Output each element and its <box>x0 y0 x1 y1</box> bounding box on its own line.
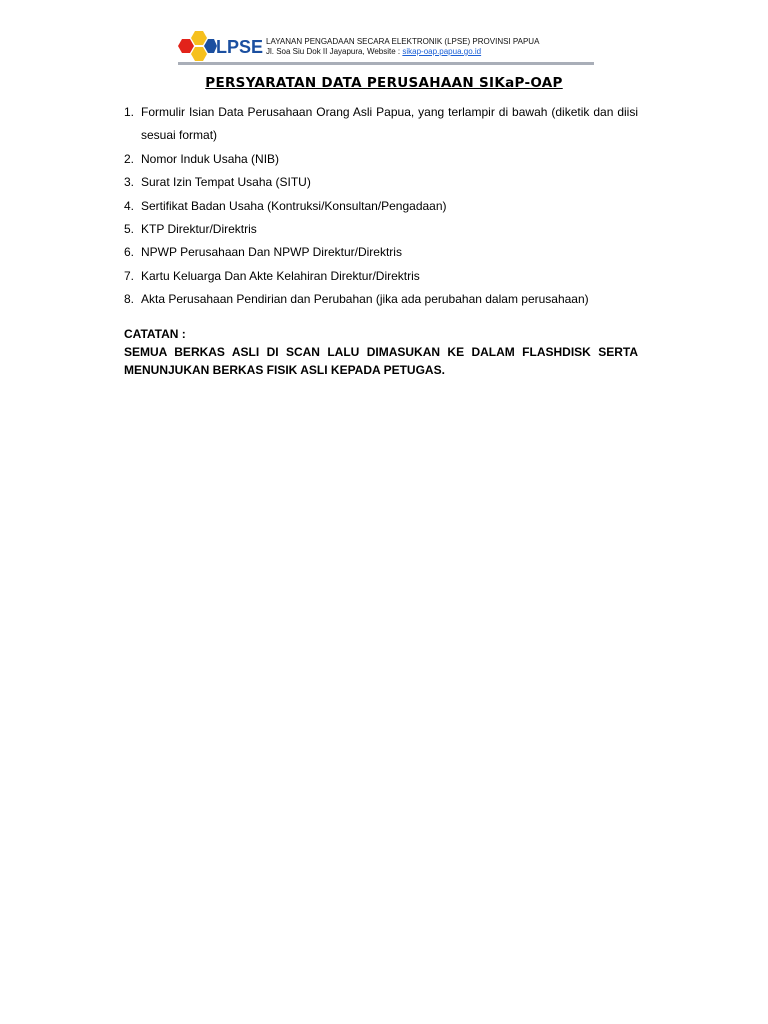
list-item-text: Formulir Isian Data Perusahaan Orang Asli Papua, yang terlampir di bawah (diketik dan diisi sesuai format) <box>141 105 638 143</box>
list-item-number: 7. <box>124 268 135 283</box>
organization-info <box>266 37 539 57</box>
list-item <box>124 288 638 311</box>
list-item-number: 8. <box>124 292 135 307</box>
list-item <box>124 148 638 171</box>
list-item-text: KTP Direktur/Direktris <box>141 222 257 237</box>
list-item-text: Nomor Induk Usaha (NIB) <box>141 151 280 166</box>
header-divider <box>178 62 594 65</box>
list-item-number: 4. <box>124 198 135 213</box>
list-item <box>124 101 638 148</box>
organization-name: LAYANAN PENGADAAN SECARA ELEKTRONIK (LPSE) PROVINSI PAPUA <box>266 37 540 46</box>
note-text: SEMUA BERKAS ASLI DI SCAN LALU DIMASUKAN KE DALAM FLASHDISK SERTA MENUNJUKAN BERKAS FISIK ASLI KEPADA PETUGAS. <box>124 345 638 377</box>
list-item-text: Surat Izin Tempat Usaha (SITU) <box>141 175 311 190</box>
list-item <box>124 265 638 288</box>
list-item-text: Kartu Keluarga Dan Akte Kelahiran Direktur/Direktris <box>141 268 420 283</box>
requirements-list <box>124 101 638 312</box>
list-item <box>124 241 638 264</box>
list-item-text: Akta Perusahaan Pendirian dan Perubahan (jika ada perubahan dalam perusahaan) <box>141 292 589 307</box>
list-item <box>124 171 638 194</box>
note-label: CATATAN : <box>124 327 186 341</box>
list-item-text: NPWP Perusahaan Dan NPWP Direktur/Direktris <box>141 245 402 260</box>
list-item-number: 6. <box>124 245 135 260</box>
lpse-logo <box>176 30 264 62</box>
list-item-number: 3. <box>124 175 135 190</box>
list-item-text: Sertifikat Badan Usaha (Kontruksi/Konsultan/Pengadaan) <box>141 198 447 213</box>
list-item-number: 5. <box>124 222 135 237</box>
list-item-number: 2. <box>124 151 135 166</box>
organization-address <box>266 47 539 57</box>
letterhead <box>176 30 594 66</box>
note-section <box>124 325 638 379</box>
list-item <box>124 218 638 241</box>
website-link[interactable]: sikap-oap.papua.go.id <box>402 47 482 56</box>
list-item <box>124 195 638 218</box>
address-text: Jl. Soa Siu Dok II Jayapura, Website : <box>266 47 401 56</box>
logo-text: LPSE <box>216 37 264 57</box>
document-title: PERSYARATAN DATA PERUSAHAAN SIKaP-OAP <box>205 75 563 91</box>
list-item-number: 1. <box>124 105 135 119</box>
